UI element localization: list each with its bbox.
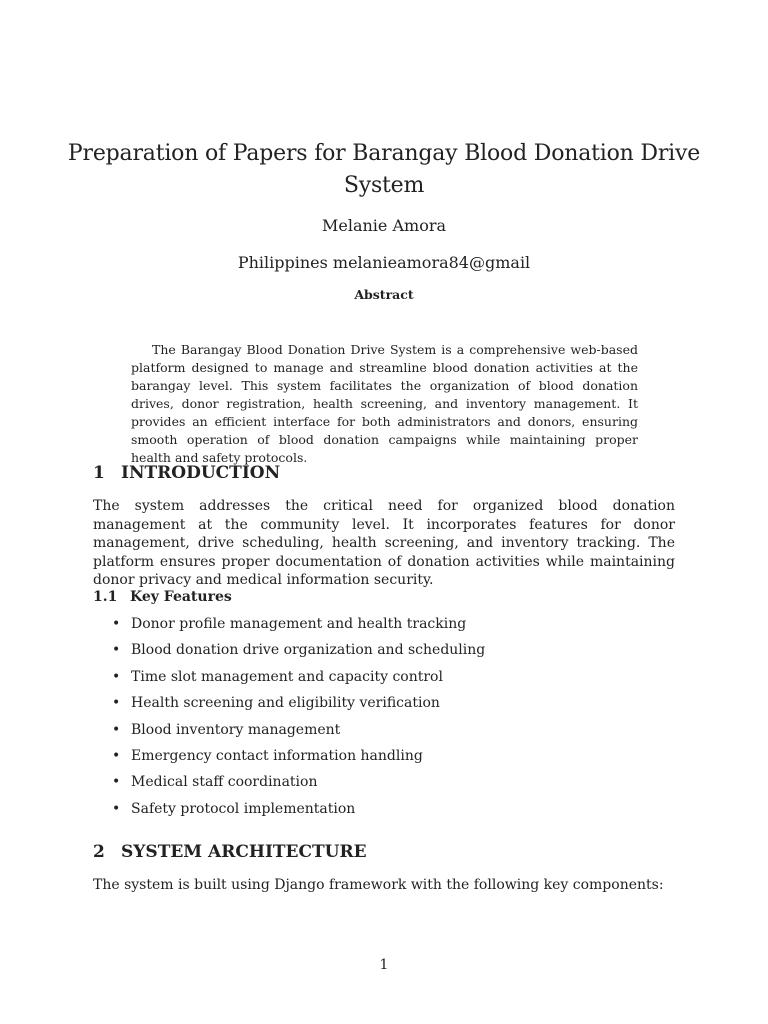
list-item-text: Blood inventory management [131, 721, 341, 738]
bullet-icon: • [112, 668, 121, 685]
list-item-text: Blood donation drive organization and scheduling [131, 642, 486, 659]
bullet-icon: • [112, 747, 121, 764]
abstract-text: The Barangay Blood Donation Drive System is a comprehensive web-based platform designed to manage and streamline blood donation activities at the barangay level. This system facilitates the organization of blood donation drives, donor registration, health screening, and inventory management. It provides an efficient interface for both administrators and donors, ensuring smooth operation of blood donation campaigns while maintaining proper health and safety protocols. [131, 342, 638, 465]
list-item [112, 721, 485, 747]
list-item [112, 747, 485, 773]
subsection-title: Key Features [130, 589, 232, 605]
section-title: INTRODUCTION [121, 463, 281, 483]
introduction-paragraph: The system addresses the critical need for organized blood donation management at the community level. It incorporates features for donor management, drive scheduling, health screening, and inventory tracking. The platform ensures proper documentation of donation activities while maintaining donor privacy and medical information security. [93, 498, 675, 588]
list-item [112, 800, 485, 826]
abstract-heading: Abstract [354, 287, 414, 302]
list-item [112, 615, 485, 641]
author-affiliation: Philippines melanieamora84@gmail [237, 253, 531, 272]
list-item-text: Donor profile management and health tracking [131, 616, 467, 632]
paper-title: Preparation of Papers for Barangay Blood Donation Drive System [67, 141, 701, 198]
list-item-text: Time slot management and capacity control [131, 668, 443, 685]
bullet-icon: • [112, 616, 121, 632]
list-item [112, 773, 485, 799]
list-item-text: Health screening and eligibility verification [131, 695, 440, 712]
section-number: 2 [93, 842, 105, 862]
section-heading-introduction [93, 463, 280, 483]
page-number: 1 [379, 957, 389, 973]
subsection-number: 1.1 [93, 589, 118, 605]
bullet-icon: • [112, 695, 121, 712]
section-title: SYSTEM ARCHITECTURE [121, 842, 367, 862]
list-item [112, 694, 485, 720]
list-item [112, 668, 485, 694]
bullet-icon: • [112, 721, 121, 738]
list-item [112, 641, 485, 667]
bullet-icon: • [112, 774, 121, 791]
architecture-paragraph: The system is built using Django framework with the following key components: [93, 877, 664, 893]
list-item-text: Emergency contact information handling [131, 747, 423, 764]
author-name: Melanie Amora [321, 216, 447, 235]
bullet-icon: • [112, 800, 121, 817]
bullet-icon: • [112, 642, 121, 659]
section-heading-system-architecture [93, 842, 367, 862]
list-item-text: Medical staff coordination [131, 774, 318, 791]
list-item-text: Safety protocol implementation [131, 800, 356, 817]
subsection-heading-key-features [93, 589, 232, 605]
key-features-list [112, 615, 485, 826]
section-number: 1 [93, 463, 105, 483]
